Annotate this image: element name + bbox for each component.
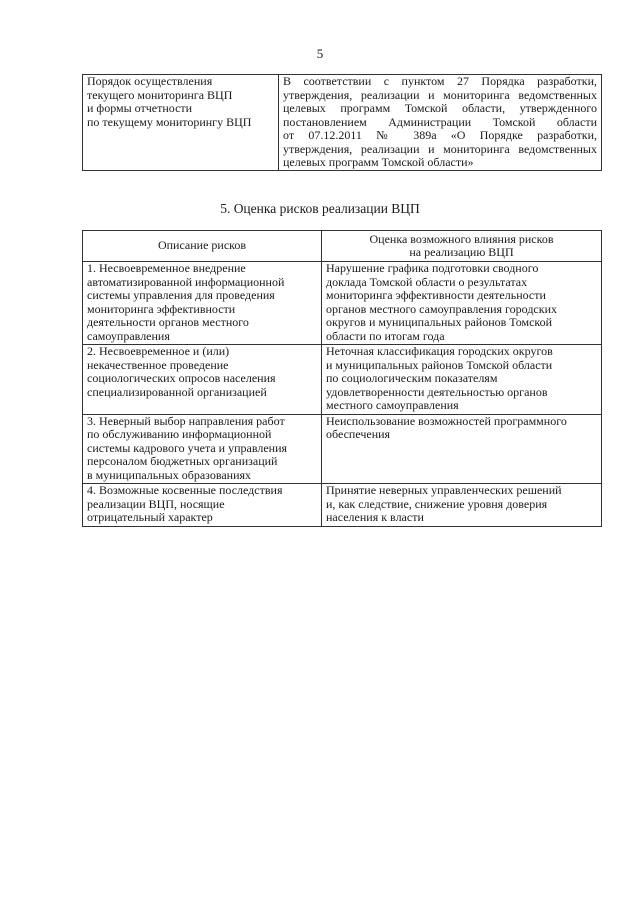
cell-line: 2. Несвоевременное и (или)	[87, 344, 230, 358]
table-row	[83, 414, 602, 484]
cell-line: в муниципальных образованиях	[87, 467, 252, 482]
cell-line: 1. Несвоевременное внедрение	[87, 261, 246, 275]
cell-line: утверждения, реализации и мониторинга ведомственных	[283, 141, 597, 156]
header-text: Оценка возможного влияния рисков	[369, 231, 554, 246]
cell-line: некачественное проведение	[87, 357, 229, 372]
cell-line: 3. Неверный выбор направления работ	[87, 413, 285, 428]
cell-line: целевых программ Томской области»	[283, 155, 474, 169]
table-row	[83, 484, 602, 527]
risk-impact-cell	[322, 484, 602, 527]
cell-line: персоналом бюджетных организаций	[87, 454, 278, 468]
cell-line: Порядок осуществления	[87, 74, 213, 88]
cell-line: мониторинга эффективности	[87, 301, 236, 316]
risk-description-cell	[83, 262, 322, 345]
monitoring-table	[82, 74, 602, 171]
cell-line: от 07.12.2011 № 389а «О Порядке разработки,	[283, 128, 597, 142]
cell-line: округов и муниципальных районов Томской	[326, 315, 553, 329]
cell-line: и формы отчетности	[87, 101, 193, 115]
cell-line: по текущему мониторингу ВЦП	[87, 114, 252, 129]
risk-impact-cell	[322, 345, 602, 415]
risk-impact-cell	[322, 262, 602, 345]
cell-line: деятельности органов местного	[87, 315, 249, 329]
table-row	[83, 345, 602, 415]
monitoring-value-cell	[279, 75, 602, 171]
cell-line: и, как следствие, снижение уровня доверия	[326, 496, 548, 511]
cell-line: населения к власти	[326, 510, 424, 524]
risk-rows	[83, 262, 602, 527]
risk-table	[82, 230, 602, 527]
cell-line: социологических опросов населения	[87, 371, 276, 385]
cell-line: по обслуживанию информационной	[87, 427, 272, 441]
cell-line: Неточная классификация городских округов	[326, 344, 553, 358]
cell-line: доклада Томской области о результатах	[326, 274, 528, 289]
page-number: 5	[316, 46, 324, 61]
cell-line: и муниципальных районов Томской области	[326, 357, 553, 372]
cell-line: текущего мониторинга ВЦП	[87, 87, 233, 102]
cell-line: мониторинга эффективности деятельности	[326, 288, 546, 302]
cell-line: по социологическим показателям	[326, 371, 498, 385]
cell-line: специализированной организацией	[87, 384, 267, 399]
cell-line: целевых программ Томской области, утвержденного	[283, 101, 597, 115]
cell-line: утверждения, реализации и мониторинга ведомственных	[283, 87, 597, 102]
section-title: 5. Оценка рисков реализации ВЦП	[220, 201, 420, 216]
table-row	[83, 75, 602, 171]
table-header-row	[83, 231, 602, 262]
risk-impact-cell	[322, 414, 602, 484]
cell-line: удовлетворенности деятельностью органов	[326, 384, 548, 399]
column-header-risk-description	[83, 231, 322, 262]
cell-line: области по итогам года	[326, 328, 445, 343]
cell-line: Нарушение графика подготовки сводного	[326, 261, 539, 275]
cell-line: автоматизированной информационной	[87, 274, 285, 289]
table-row	[83, 262, 602, 345]
cell-line: местного самоуправления	[326, 398, 459, 412]
risk-description-cell	[83, 414, 322, 484]
cell-line: системы кадрового учета и управления	[87, 440, 288, 455]
cell-line: самоуправления	[87, 328, 170, 343]
cell-line: Принятие неверных управленческих решений	[326, 483, 562, 497]
cell-line: Неиспользование возможностей программного	[326, 413, 567, 428]
cell-line: В соответствии с пунктом 27 Порядка разработки,	[283, 74, 597, 88]
cell-line: реализации ВЦП, носящие	[87, 496, 225, 511]
monitoring-label-cell	[83, 75, 279, 171]
column-header-risk-impact	[322, 231, 602, 262]
cell-line: обеспечения	[326, 427, 391, 441]
cell-line: органов местного самоуправления городских	[326, 301, 557, 316]
header-text: на реализацию ВЦП	[409, 245, 514, 259]
cell-line: 4. Возможные косвенные последствия	[87, 483, 283, 497]
risk-description-cell	[83, 345, 322, 415]
cell-line: системы управления для проведения	[87, 288, 275, 302]
cell-line: постановлением Администрации Томской области	[283, 114, 597, 129]
header-text: Описание рисков	[157, 238, 247, 253]
risk-description-cell	[83, 484, 322, 527]
cell-line: отрицательный характер	[87, 510, 213, 524]
